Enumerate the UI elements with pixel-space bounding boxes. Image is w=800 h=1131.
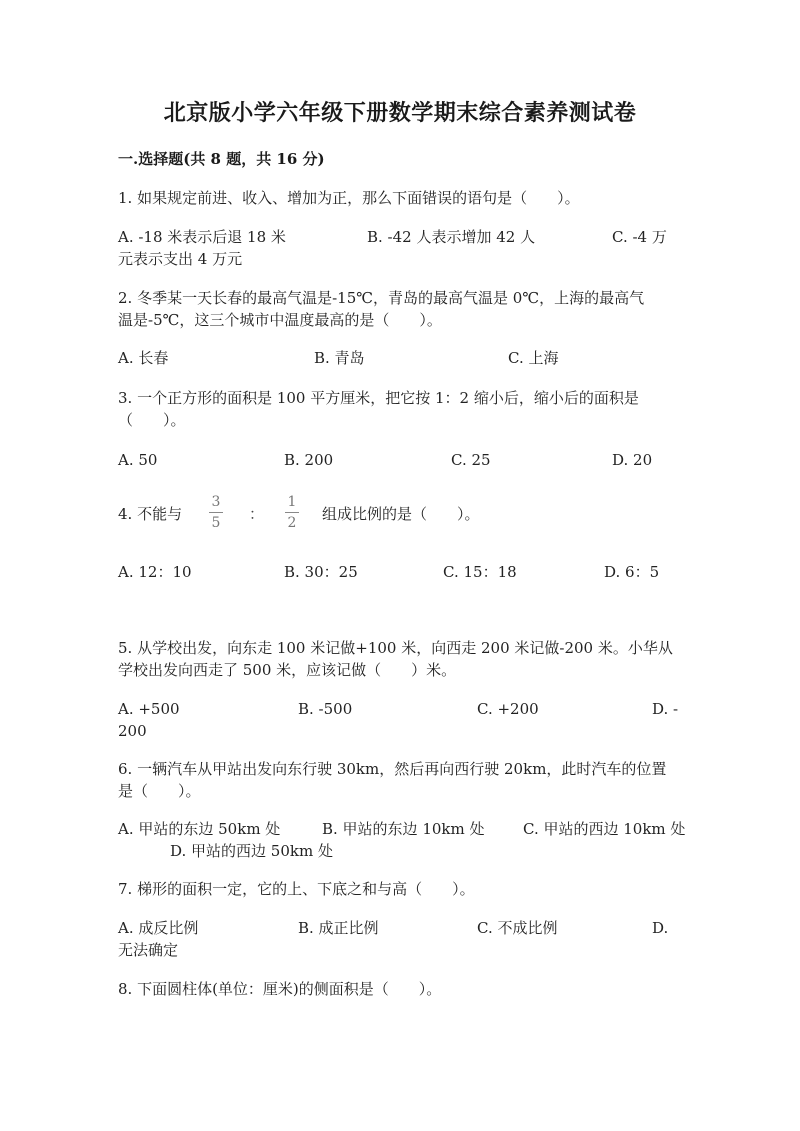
- question-5-line-2: 学校出发向西走了 500 米，应该记做（ ）米。: [118, 661, 457, 679]
- q7-option-d: D.: [652, 919, 669, 937]
- question-6-line-1: 6. 一辆汽车从甲站出发向东行驶 30km，然后再向西行驶 20km，此时汽车的位置: [118, 760, 667, 778]
- q2-option-c: C. 上海: [508, 349, 559, 367]
- fraction-three-fifths: [209, 494, 223, 531]
- question-4-suffix: 组成比例的是（ ）。: [322, 505, 480, 523]
- q3-option-a: A. 50: [118, 451, 158, 469]
- fraction-bar: [285, 512, 299, 513]
- fraction-numerator: 3: [211, 494, 221, 510]
- question-6-line-2: 是（ ）。: [118, 782, 201, 800]
- q6-option-a: A. 甲站的东边 50km 处: [118, 820, 281, 838]
- q5-option-d-continued: 200: [118, 722, 147, 740]
- section-heading: 一.选择题(共 8 题，共 16 分): [118, 150, 325, 168]
- q6-option-d: D. 甲站的西边 50km 处: [170, 842, 333, 860]
- question-3-line-1: 3. 一个正方形的面积是 100 平方厘米，把它按 1：2 缩小后，缩小后的面积是: [118, 389, 639, 407]
- question-4-prefix: 4. 不能与: [118, 505, 183, 523]
- fraction-one-half: [285, 494, 299, 531]
- q2-option-b: B. 青岛: [314, 349, 365, 367]
- q1-option-b: B. -42 人表示增加 42 人: [367, 228, 536, 246]
- q4-option-c: C. 15：18: [443, 563, 517, 581]
- question-5-line-1: 5. 从学校出发，向东走 100 米记做+100 米，向西走 200 米记做-200 米。小华从: [118, 639, 673, 657]
- fraction-denominator: 5: [211, 515, 221, 531]
- q6-option-b: B. 甲站的东边 10km 处: [322, 820, 485, 838]
- exam-title: 北京版小学六年级下册数学期末综合素养测试卷: [163, 100, 637, 126]
- question-2-line-1: 2. 冬季某一天长春的最高气温是-15℃，青岛的最高气温是 0℃，上海的最高气: [118, 289, 645, 307]
- question-1: 1. 如果规定前进、收入、增加为正，那么下面错误的语句是（ ）。: [118, 189, 580, 207]
- ratio-colon: ：: [249, 505, 265, 523]
- question-8: 8. 下面圆柱体(单位：厘米)的侧面积是（ ）。: [118, 980, 442, 998]
- q7-option-c: C. 不成比例: [477, 919, 558, 937]
- q1-option-a: A. -18 米表示后退 18 米: [118, 228, 286, 246]
- q2-option-a: A. 长春: [118, 349, 169, 367]
- question-3-line-2: （ ）。: [118, 411, 186, 429]
- q4-option-b: B. 30：25: [284, 563, 358, 581]
- q3-option-c: C. 25: [451, 451, 491, 469]
- q6-option-c: C. 甲站的西边 10km 处: [523, 820, 686, 838]
- question-2-line-2: 温是-5℃，这三个城市中温度最高的是（ ）。: [118, 311, 442, 329]
- q7-option-a: A. 成反比例: [118, 919, 199, 937]
- q7-option-d-continued: 无法确定: [118, 941, 179, 959]
- q5-option-c: C. +200: [477, 700, 539, 718]
- fraction-denominator: 2: [287, 515, 297, 531]
- q5-option-b: B. -500: [298, 700, 353, 718]
- q5-option-d: D. -: [652, 700, 679, 718]
- q7-option-b: B. 成正比例: [298, 919, 379, 937]
- q1-option-c: C. -4 万: [612, 228, 667, 246]
- fraction-bar: [209, 512, 223, 513]
- question-7: 7. 梯形的面积一定，它的上、下底之和与高（ ）。: [118, 880, 475, 898]
- q4-option-a: A. 12：10: [118, 563, 192, 581]
- fraction-numerator: 1: [287, 494, 297, 510]
- q1-option-c-continued: 元表示支出 4 万元: [118, 250, 243, 268]
- q3-option-d: D. 20: [612, 451, 653, 469]
- q4-option-d: D. 6：5: [604, 563, 660, 581]
- q3-option-b: B. 200: [284, 451, 334, 469]
- q5-option-a: A. +500: [118, 700, 180, 718]
